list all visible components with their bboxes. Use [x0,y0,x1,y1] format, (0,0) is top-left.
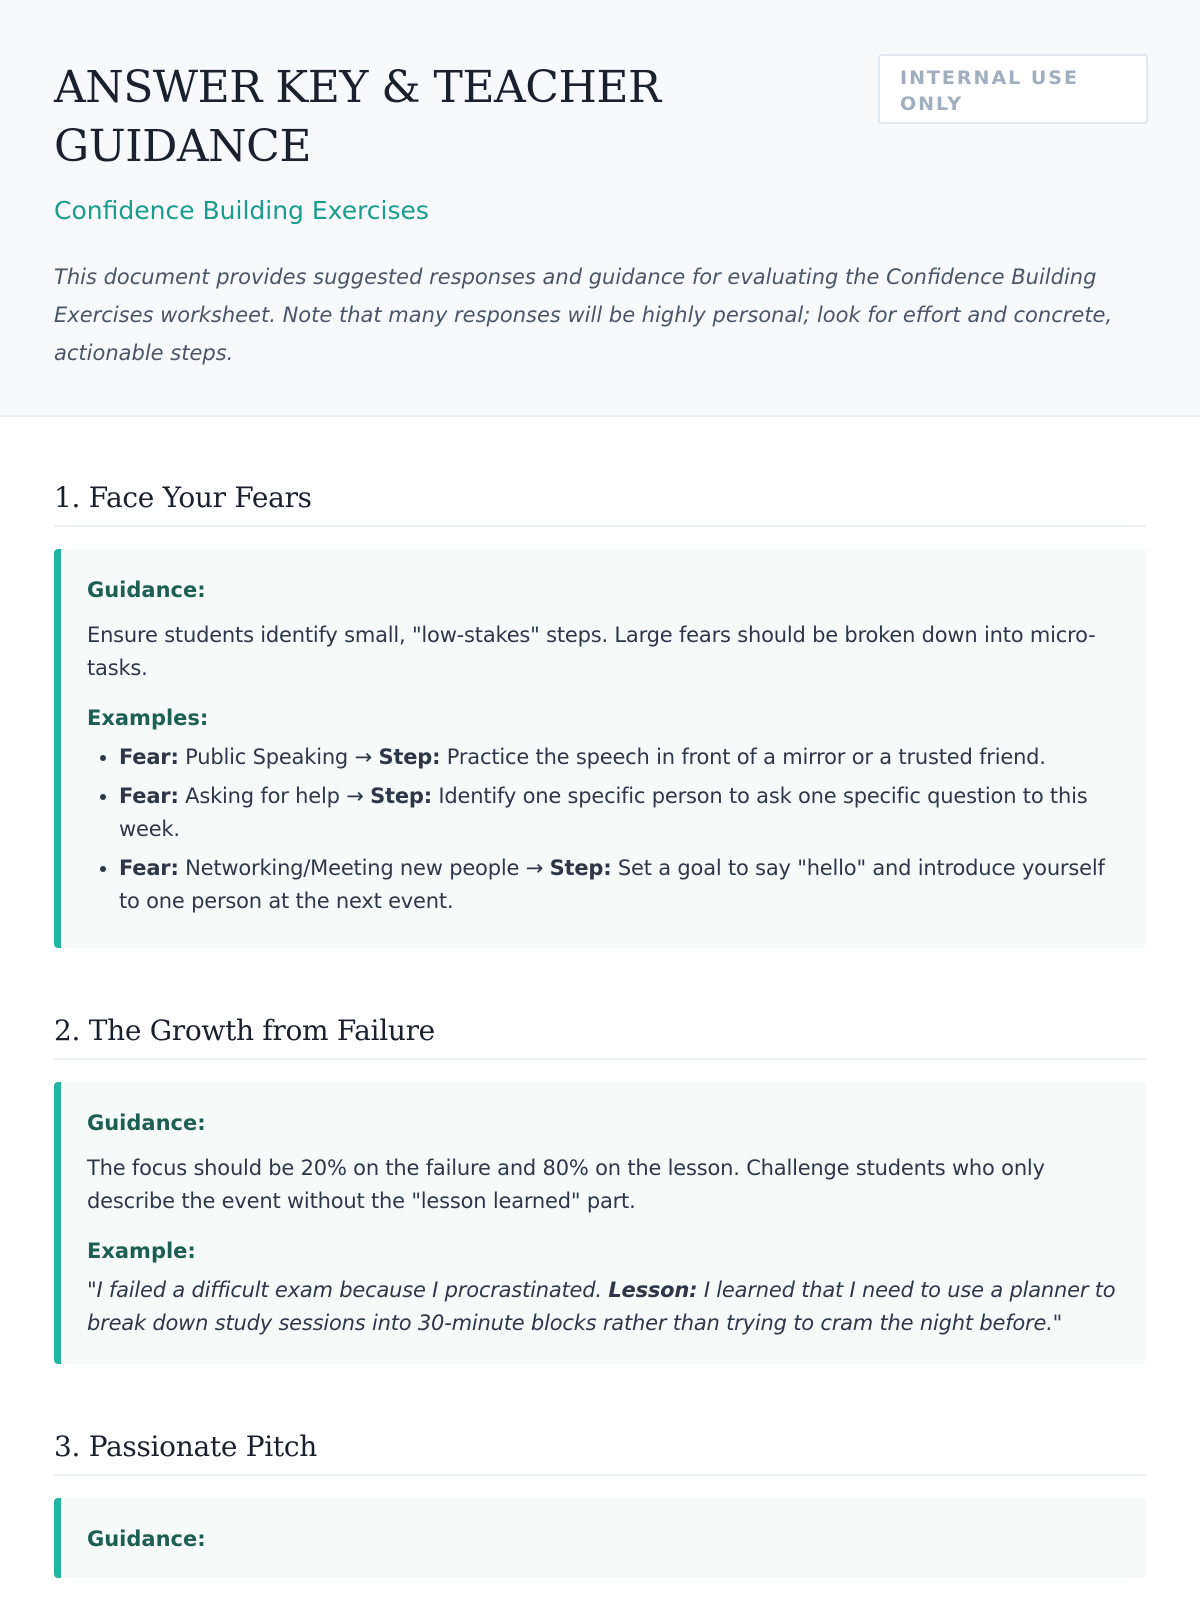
arrow-icon: → [346,784,364,808]
section-title: 1. Face Your Fears [54,457,1146,527]
guidance-label: Guidance: [87,578,206,602]
fear-label: Fear: [119,784,179,808]
list-item [119,852,1116,918]
arrow-icon: → [525,856,544,880]
step-text: Identify one specific person to ask one specific question to this week. [119,784,1088,841]
list-item [119,741,1116,774]
guidance-box [54,1498,1146,1578]
intro-paragraph: This document provides suggested responses and guidance for evaluating the Confidence Building Exercises worksheet. Note that many responses will be highly personal; look for effort and concrete, actionable steps. [54,265,1113,365]
page-subtitle: Confidence Building Exercises [54,196,429,225]
guidance-box [54,1082,1146,1364]
quote-end: I learned that I need to use a planner to break down study sessions into 30-minute blocks rather than trying to cram the night before." [87,1278,1116,1335]
section-title: 2. The Growth from Failure [54,990,1146,1060]
quote-start: "I failed a difficult exam because I procrastinated. [87,1278,602,1302]
fear-text: Networking/Meeting new people [185,856,520,880]
list-item [119,780,1116,846]
fear-text: Public Speaking [185,745,349,769]
internal-use-badge: INTERNAL USE ONLY [878,54,1148,124]
examples-list [87,741,1116,918]
section-face-your-fears [54,457,1146,948]
section-title: 3. Passionate Pitch [54,1406,1146,1476]
fear-label: Fear: [119,745,179,769]
example-label: Example: [87,1239,196,1263]
guidance-text: Ensure students identify small, "low-stakes" steps. Large fears should be broken down into micro-tasks. [87,623,1096,680]
guidance-box [54,549,1146,948]
fear-label: Fear: [119,856,179,880]
section-passionate-pitch [54,1406,1146,1578]
fear-text: Asking for help [185,784,340,808]
lesson-label: Lesson: [608,1278,698,1302]
step-label: Step: [549,856,612,880]
guidance-label: Guidance: [87,1527,206,1551]
arrow-icon: → [354,745,372,769]
step-text: Set a goal to say "hello" and introduce yourself to one person at the next event. [119,856,1105,913]
examples-label: Examples: [87,706,209,730]
document-header [0,0,1200,417]
step-label: Step: [370,784,432,808]
example-quote [87,1274,1116,1340]
section-growth-from-failure [54,990,1146,1364]
main-content [0,417,1200,1578]
page-title: ANSWER KEY & TEACHER GUIDANCE [54,62,661,172]
guidance-label: Guidance: [87,1111,206,1135]
step-text: Practice the speech in front of a mirror or a trusted friend. [446,745,1046,769]
step-label: Step: [378,745,441,769]
guidance-text: The focus should be 20% on the failure and 80% on the lesson. Challenge students who only describe the event without the "lesson learned" part. [87,1156,1045,1213]
